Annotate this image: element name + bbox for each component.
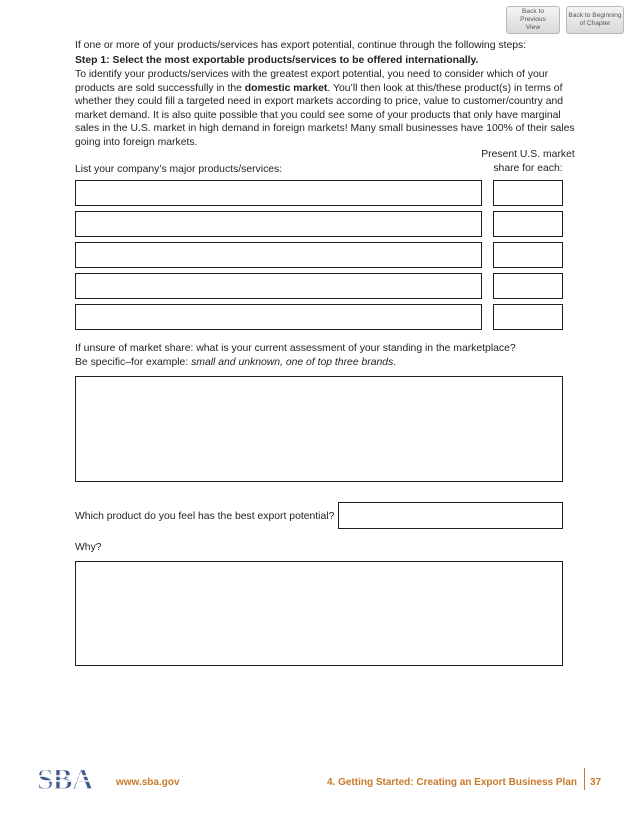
product-input-1[interactable]	[75, 180, 482, 206]
market-share-input-1[interactable]	[493, 180, 563, 206]
page-number: 37	[590, 777, 602, 788]
unsure-question: If unsure of market share: what is your current assessment of your standing in the marketplace?	[75, 343, 516, 354]
back-to-previous-view-label: Back to Previous View	[520, 8, 546, 31]
footer-divider	[584, 768, 585, 790]
why-label: Why?	[75, 542, 102, 553]
body-bold-domestic: domestic market	[244, 82, 328, 94]
product-input-4[interactable]	[75, 273, 482, 299]
list-products-label: List your company’s major products/services:	[75, 164, 283, 175]
best-product-input[interactable]	[338, 502, 563, 529]
market-share-input-3[interactable]	[493, 242, 563, 268]
footer-chapter-title: Getting Started: Creating an Export Business Plan	[338, 777, 577, 788]
footer-chapter-number: 4.	[326, 777, 336, 788]
market-share-input-4[interactable]	[493, 273, 563, 299]
unsure-example-italic: small and unknown, one of top three brands	[191, 357, 394, 368]
step1-heading: Step 1: Select the most exportable products/services to be offered internationally.	[75, 55, 479, 66]
back-to-beginning-of-chapter-button[interactable]	[566, 6, 624, 34]
market-share-input-5[interactable]	[493, 304, 563, 330]
unsure-example-prefix: Be specific–for example:	[75, 357, 192, 368]
footer-chapter	[327, 777, 577, 788]
unsure-example-suffix: .	[393, 357, 397, 368]
best-product-label: Which product do you feel has the best export potential?	[75, 511, 335, 522]
body-part2: . You’ll then look at this/these product(s) in terms of whether they could fill a targeted need in export markets according to price, value to customer/country and market demand. It is also quite possible that you could see some of your products that only have marginal sales in the U.S. market in high demand in foreign markets! Many small businesses have 100% of their sales going into foreign markets.	[75, 82, 575, 148]
sba-logo	[36, 764, 112, 799]
footer-url-link[interactable]: www.sba.gov	[116, 777, 180, 788]
sba-logo-graphic	[36, 764, 112, 794]
product-input-2[interactable]	[75, 211, 482, 237]
back-to-beginning-label: Back to Beginning of Chapter	[568, 12, 622, 27]
sba-logo-text: SBA	[37, 764, 93, 794]
product-input-5[interactable]	[75, 304, 482, 330]
unsure-example	[75, 356, 575, 370]
body-paragraph	[75, 68, 575, 149]
back-to-previous-view-button[interactable]	[506, 6, 560, 34]
market-share-label: Present U.S. market share for each:	[481, 149, 575, 174]
body-part1: To identify your products/services with the greatest export potential, you need to consider which of your products are sold successfully in the	[75, 69, 549, 94]
intro-text: If one or more of your products/services has export potential, continue through the following steps:	[75, 40, 527, 51]
why-textarea[interactable]	[75, 561, 563, 666]
market-share-input-2[interactable]	[493, 211, 563, 237]
product-input-3[interactable]	[75, 242, 482, 268]
market-standing-textarea[interactable]	[75, 376, 563, 482]
